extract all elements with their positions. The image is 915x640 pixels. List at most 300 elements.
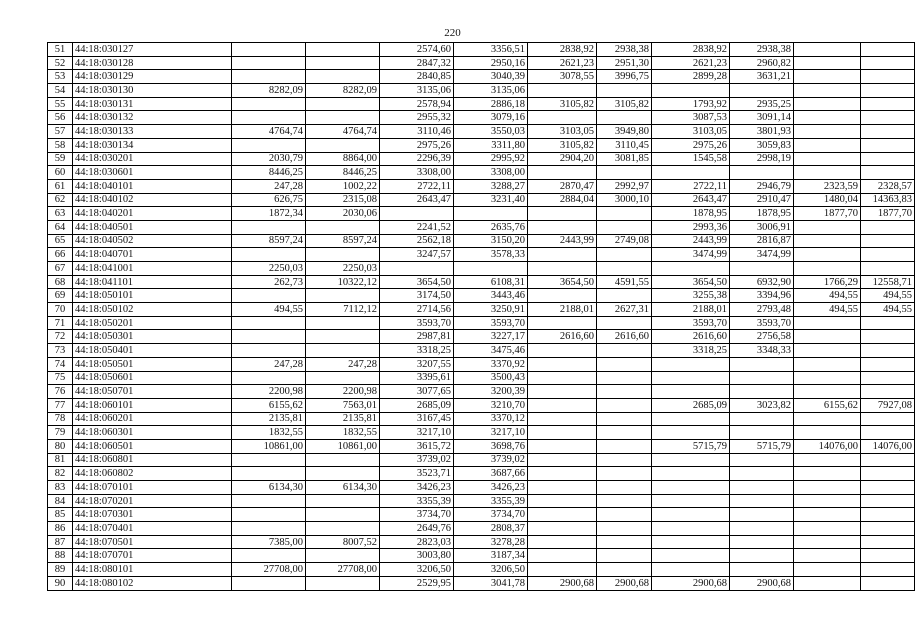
value-cell: 3167,45 <box>380 412 454 426</box>
value-cell <box>528 385 597 399</box>
cadastral-code-cell: 44:18:060201 <box>73 412 232 426</box>
value-cell: 3206,50 <box>380 563 454 577</box>
value-cell <box>597 207 652 221</box>
value-cell: 8597,24 <box>306 234 380 248</box>
row-number-cell: 73 <box>48 344 73 358</box>
value-cell <box>597 549 652 563</box>
value-cell <box>652 549 730 563</box>
table-row <box>48 70 915 84</box>
value-cell <box>794 576 861 590</box>
row-number-cell: 72 <box>48 330 73 344</box>
row-number-cell: 64 <box>48 220 73 234</box>
value-cell: 3355,39 <box>454 494 528 508</box>
value-cell: 2250,03 <box>232 262 306 276</box>
value-cell: 1002,22 <box>306 179 380 193</box>
value-cell <box>306 344 380 358</box>
value-cell: 3227,17 <box>454 330 528 344</box>
value-cell: 3135,06 <box>454 84 528 98</box>
value-cell: 2627,31 <box>597 303 652 317</box>
value-cell: 1480,04 <box>794 193 861 207</box>
value-cell <box>306 70 380 84</box>
row-number-cell: 69 <box>48 289 73 303</box>
table-row <box>48 234 915 248</box>
value-cell <box>730 549 794 563</box>
value-cell: 2030,06 <box>306 207 380 221</box>
value-cell <box>306 549 380 563</box>
value-cell: 8446,25 <box>232 166 306 180</box>
value-cell <box>232 111 306 125</box>
value-cell <box>730 371 794 385</box>
value-cell: 626,75 <box>232 193 306 207</box>
value-cell: 2621,23 <box>528 56 597 70</box>
value-cell <box>861 125 915 139</box>
cadastral-code-cell: 44:18:040102 <box>73 193 232 207</box>
table-row <box>48 494 915 508</box>
value-cell: 12558,71 <box>861 275 915 289</box>
value-cell: 2955,32 <box>380 111 454 125</box>
value-cell <box>232 138 306 152</box>
value-cell: 2900,68 <box>730 576 794 590</box>
cadastral-code-cell: 44:18:070201 <box>73 494 232 508</box>
value-cell <box>730 563 794 577</box>
value-cell <box>597 467 652 481</box>
value-cell: 3739,02 <box>454 453 528 467</box>
table-row <box>48 43 915 57</box>
cadastral-code-cell: 44:18:040501 <box>73 220 232 234</box>
value-cell: 2135,81 <box>306 412 380 426</box>
value-cell <box>861 56 915 70</box>
value-cell: 3105,82 <box>597 97 652 111</box>
value-cell: 2030,79 <box>232 152 306 166</box>
value-cell: 3523,71 <box>380 467 454 481</box>
value-cell: 2975,26 <box>380 138 454 152</box>
table-row <box>48 330 915 344</box>
value-cell <box>730 412 794 426</box>
value-cell <box>794 385 861 399</box>
value-cell: 3081,85 <box>597 152 652 166</box>
table-row <box>48 398 915 412</box>
value-cell: 3311,80 <box>454 138 528 152</box>
value-cell: 6134,30 <box>232 481 306 495</box>
value-cell: 3105,82 <box>528 138 597 152</box>
row-number-cell: 87 <box>48 535 73 549</box>
value-cell <box>652 426 730 440</box>
value-cell: 3040,39 <box>454 70 528 84</box>
value-cell: 3288,27 <box>454 179 528 193</box>
value-cell <box>232 289 306 303</box>
value-cell: 2946,79 <box>730 179 794 193</box>
cadastral-code-cell: 44:18:040201 <box>73 207 232 221</box>
value-cell: 1832,55 <box>306 426 380 440</box>
cadastral-code-cell: 44:18:070401 <box>73 522 232 536</box>
value-cell <box>597 316 652 330</box>
value-cell: 2315,08 <box>306 193 380 207</box>
value-cell: 2529,95 <box>380 576 454 590</box>
value-cell: 3091,14 <box>730 111 794 125</box>
value-cell: 3250,91 <box>454 303 528 317</box>
value-cell <box>861 535 915 549</box>
value-cell <box>794 70 861 84</box>
value-cell: 6108,31 <box>454 275 528 289</box>
table-row <box>48 303 915 317</box>
table-row <box>48 179 915 193</box>
value-cell: 3443,46 <box>454 289 528 303</box>
value-cell: 2135,81 <box>232 412 306 426</box>
value-cell <box>652 508 730 522</box>
value-cell <box>794 494 861 508</box>
value-cell <box>794 152 861 166</box>
cadastral-code-cell: 44:18:070101 <box>73 481 232 495</box>
value-cell: 3079,16 <box>454 111 528 125</box>
value-cell: 14363,83 <box>861 193 915 207</box>
value-cell: 3654,50 <box>380 275 454 289</box>
table-row <box>48 138 915 152</box>
value-cell: 2938,38 <box>730 43 794 57</box>
value-cell: 3200,39 <box>454 385 528 399</box>
table-row <box>48 439 915 453</box>
row-number-cell: 59 <box>48 152 73 166</box>
value-cell: 1878,95 <box>730 207 794 221</box>
value-cell: 2935,25 <box>730 97 794 111</box>
table-row <box>48 371 915 385</box>
value-cell: 3734,70 <box>380 508 454 522</box>
value-cell: 8446,25 <box>306 166 380 180</box>
table-row <box>48 193 915 207</box>
value-cell <box>306 371 380 385</box>
value-cell <box>597 481 652 495</box>
value-cell <box>730 453 794 467</box>
row-number-cell: 54 <box>48 84 73 98</box>
value-cell: 3370,12 <box>454 412 528 426</box>
value-cell <box>306 316 380 330</box>
value-cell <box>794 508 861 522</box>
row-number-cell: 81 <box>48 453 73 467</box>
row-number-cell: 78 <box>48 412 73 426</box>
row-number-cell: 62 <box>48 193 73 207</box>
value-cell: 2838,92 <box>652 43 730 57</box>
value-cell: 3593,70 <box>730 316 794 330</box>
value-cell: 247,28 <box>306 357 380 371</box>
value-cell: 2816,87 <box>730 234 794 248</box>
value-cell: 3395,61 <box>380 371 454 385</box>
value-cell: 8282,09 <box>232 84 306 98</box>
value-cell: 3654,50 <box>652 275 730 289</box>
value-cell: 3247,57 <box>380 248 454 262</box>
value-cell <box>597 398 652 412</box>
value-cell <box>528 220 597 234</box>
table-row <box>48 262 915 276</box>
value-cell <box>861 467 915 481</box>
value-cell: 3356,51 <box>454 43 528 57</box>
value-cell <box>861 138 915 152</box>
value-cell <box>528 522 597 536</box>
value-cell: 2200,98 <box>232 385 306 399</box>
row-number-cell: 83 <box>48 481 73 495</box>
value-cell <box>861 111 915 125</box>
table-row <box>48 385 915 399</box>
value-cell: 3217,10 <box>454 426 528 440</box>
value-cell: 6932,90 <box>730 275 794 289</box>
value-cell <box>528 453 597 467</box>
value-cell <box>597 111 652 125</box>
value-cell <box>794 453 861 467</box>
value-cell <box>794 563 861 577</box>
value-cell <box>528 439 597 453</box>
value-cell: 2910,47 <box>730 193 794 207</box>
value-cell <box>730 535 794 549</box>
value-cell <box>794 522 861 536</box>
value-cell <box>652 357 730 371</box>
value-cell <box>597 248 652 262</box>
row-number-cell: 90 <box>48 576 73 590</box>
value-cell <box>528 357 597 371</box>
value-cell: 3110,46 <box>380 125 454 139</box>
table-row <box>48 248 915 262</box>
value-cell <box>528 166 597 180</box>
table-row <box>48 207 915 221</box>
value-cell <box>232 97 306 111</box>
value-cell: 5715,79 <box>652 439 730 453</box>
row-number-cell: 88 <box>48 549 73 563</box>
value-cell <box>306 494 380 508</box>
value-cell <box>794 330 861 344</box>
cadastral-code-cell: 44:18:030601 <box>73 166 232 180</box>
value-cell <box>652 166 730 180</box>
value-cell <box>794 138 861 152</box>
value-cell: 2649,76 <box>380 522 454 536</box>
value-cell <box>232 522 306 536</box>
value-cell <box>528 111 597 125</box>
value-cell: 3949,80 <box>597 125 652 139</box>
value-cell <box>306 138 380 152</box>
value-cell: 3654,50 <box>528 275 597 289</box>
value-cell: 3105,82 <box>528 97 597 111</box>
value-cell <box>861 576 915 590</box>
value-cell <box>597 522 652 536</box>
value-cell <box>730 84 794 98</box>
table-row <box>48 275 915 289</box>
value-cell: 3996,75 <box>597 70 652 84</box>
value-cell <box>861 412 915 426</box>
value-cell: 3187,34 <box>454 549 528 563</box>
row-number-cell: 77 <box>48 398 73 412</box>
value-cell: 3077,65 <box>380 385 454 399</box>
value-cell: 27708,00 <box>232 563 306 577</box>
value-cell: 3550,03 <box>454 125 528 139</box>
value-cell <box>232 220 306 234</box>
value-cell: 2621,23 <box>652 56 730 70</box>
value-cell <box>794 412 861 426</box>
value-cell <box>652 412 730 426</box>
value-cell <box>528 563 597 577</box>
table-row <box>48 522 915 536</box>
value-cell <box>730 494 794 508</box>
value-cell <box>454 262 528 276</box>
value-cell: 2722,11 <box>380 179 454 193</box>
row-number-cell: 53 <box>48 70 73 84</box>
value-cell: 2993,36 <box>652 220 730 234</box>
value-cell <box>597 344 652 358</box>
value-cell <box>794 111 861 125</box>
cadastral-code-cell: 44:18:070701 <box>73 549 232 563</box>
cadastral-code-cell: 44:18:050501 <box>73 357 232 371</box>
table-row <box>48 111 915 125</box>
value-cell: 2200,98 <box>306 385 380 399</box>
cadastral-code-cell: 44:18:050102 <box>73 303 232 317</box>
value-cell: 1877,70 <box>794 207 861 221</box>
value-cell <box>794 248 861 262</box>
value-cell: 3500,43 <box>454 371 528 385</box>
table-row <box>48 344 915 358</box>
value-cell: 2998,19 <box>730 152 794 166</box>
value-cell <box>528 371 597 385</box>
value-cell: 8282,09 <box>306 84 380 98</box>
value-cell: 2838,92 <box>528 43 597 57</box>
table-row <box>48 508 915 522</box>
cadastral-code-cell: 44:18:060301 <box>73 426 232 440</box>
value-cell: 2250,03 <box>306 262 380 276</box>
row-number-cell: 79 <box>48 426 73 440</box>
value-cell <box>652 453 730 467</box>
row-number-cell: 75 <box>48 371 73 385</box>
value-cell <box>794 357 861 371</box>
row-number-cell: 85 <box>48 508 73 522</box>
cadastral-code-cell: 44:18:060501 <box>73 439 232 453</box>
value-cell <box>794 481 861 495</box>
row-number-cell: 56 <box>48 111 73 125</box>
value-cell <box>232 56 306 70</box>
value-cell <box>652 467 730 481</box>
value-cell <box>528 316 597 330</box>
value-cell <box>794 166 861 180</box>
value-cell <box>794 97 861 111</box>
value-cell: 2616,60 <box>652 330 730 344</box>
row-number-cell: 65 <box>48 234 73 248</box>
value-cell: 494,55 <box>232 303 306 317</box>
value-cell <box>232 344 306 358</box>
value-cell <box>306 467 380 481</box>
value-cell: 3278,28 <box>454 535 528 549</box>
value-cell: 2749,08 <box>597 234 652 248</box>
value-cell <box>528 549 597 563</box>
row-number-cell: 68 <box>48 275 73 289</box>
value-cell: 8007,52 <box>306 535 380 549</box>
value-cell <box>306 43 380 57</box>
value-cell <box>861 166 915 180</box>
cadastral-code-cell: 44:18:050301 <box>73 330 232 344</box>
value-cell: 2188,01 <box>652 303 730 317</box>
row-number-cell: 71 <box>48 316 73 330</box>
value-cell: 2616,60 <box>597 330 652 344</box>
value-cell <box>652 522 730 536</box>
value-cell: 3103,05 <box>652 125 730 139</box>
value-cell <box>652 84 730 98</box>
value-cell <box>861 220 915 234</box>
value-cell: 2685,09 <box>652 398 730 412</box>
value-cell <box>794 467 861 481</box>
table-body <box>48 43 915 591</box>
cadastral-code-cell: 44:18:050101 <box>73 289 232 303</box>
cadastral-code-cell: 44:18:041001 <box>73 262 232 276</box>
value-cell <box>861 508 915 522</box>
value-cell: 4764,74 <box>306 125 380 139</box>
value-cell <box>306 248 380 262</box>
value-cell: 3087,53 <box>652 111 730 125</box>
cadastral-code-cell: 44:18:040101 <box>73 179 232 193</box>
value-cell <box>528 398 597 412</box>
value-cell <box>730 508 794 522</box>
value-cell: 2635,76 <box>454 220 528 234</box>
value-cell: 3318,25 <box>652 344 730 358</box>
table-row <box>48 56 915 70</box>
value-cell: 2443,99 <box>652 234 730 248</box>
cadastral-code-cell: 44:18:060802 <box>73 467 232 481</box>
value-cell <box>861 563 915 577</box>
value-cell <box>597 289 652 303</box>
value-cell <box>730 262 794 276</box>
value-cell <box>597 220 652 234</box>
value-cell: 2793,48 <box>730 303 794 317</box>
value-cell <box>794 344 861 358</box>
value-cell <box>232 494 306 508</box>
row-number-cell: 67 <box>48 262 73 276</box>
value-cell <box>861 357 915 371</box>
value-cell <box>861 522 915 536</box>
value-cell: 14076,00 <box>794 439 861 453</box>
value-cell <box>861 43 915 57</box>
value-cell: 3698,76 <box>454 439 528 453</box>
value-cell <box>232 371 306 385</box>
value-cell: 2443,99 <box>528 234 597 248</box>
value-cell: 3394,96 <box>730 289 794 303</box>
value-cell: 6155,62 <box>794 398 861 412</box>
row-number-cell: 82 <box>48 467 73 481</box>
cadastral-code-cell: 44:18:030201 <box>73 152 232 166</box>
value-cell: 3110,45 <box>597 138 652 152</box>
value-cell: 3739,02 <box>380 453 454 467</box>
value-cell <box>597 412 652 426</box>
value-cell <box>528 426 597 440</box>
table-row <box>48 125 915 139</box>
value-cell <box>794 43 861 57</box>
value-cell <box>652 563 730 577</box>
value-cell <box>597 494 652 508</box>
value-cell: 3308,00 <box>380 166 454 180</box>
value-cell <box>380 262 454 276</box>
value-cell: 2578,94 <box>380 97 454 111</box>
row-number-cell: 76 <box>48 385 73 399</box>
value-cell: 2900,68 <box>597 576 652 590</box>
value-cell: 1545,58 <box>652 152 730 166</box>
value-cell: 2323,59 <box>794 179 861 193</box>
value-cell <box>794 426 861 440</box>
value-cell: 2884,04 <box>528 193 597 207</box>
value-cell: 3370,92 <box>454 357 528 371</box>
value-cell <box>652 481 730 495</box>
table-row <box>48 481 915 495</box>
value-cell: 3210,70 <box>454 398 528 412</box>
value-cell <box>232 316 306 330</box>
value-cell: 1832,55 <box>232 426 306 440</box>
value-cell <box>232 43 306 57</box>
cadastral-code-cell: 44:18:050701 <box>73 385 232 399</box>
value-cell: 3207,55 <box>380 357 454 371</box>
value-cell <box>652 385 730 399</box>
value-cell: 7563,01 <box>306 398 380 412</box>
value-cell: 6155,62 <box>232 398 306 412</box>
value-cell: 2899,28 <box>652 70 730 84</box>
value-cell: 2886,18 <box>454 97 528 111</box>
